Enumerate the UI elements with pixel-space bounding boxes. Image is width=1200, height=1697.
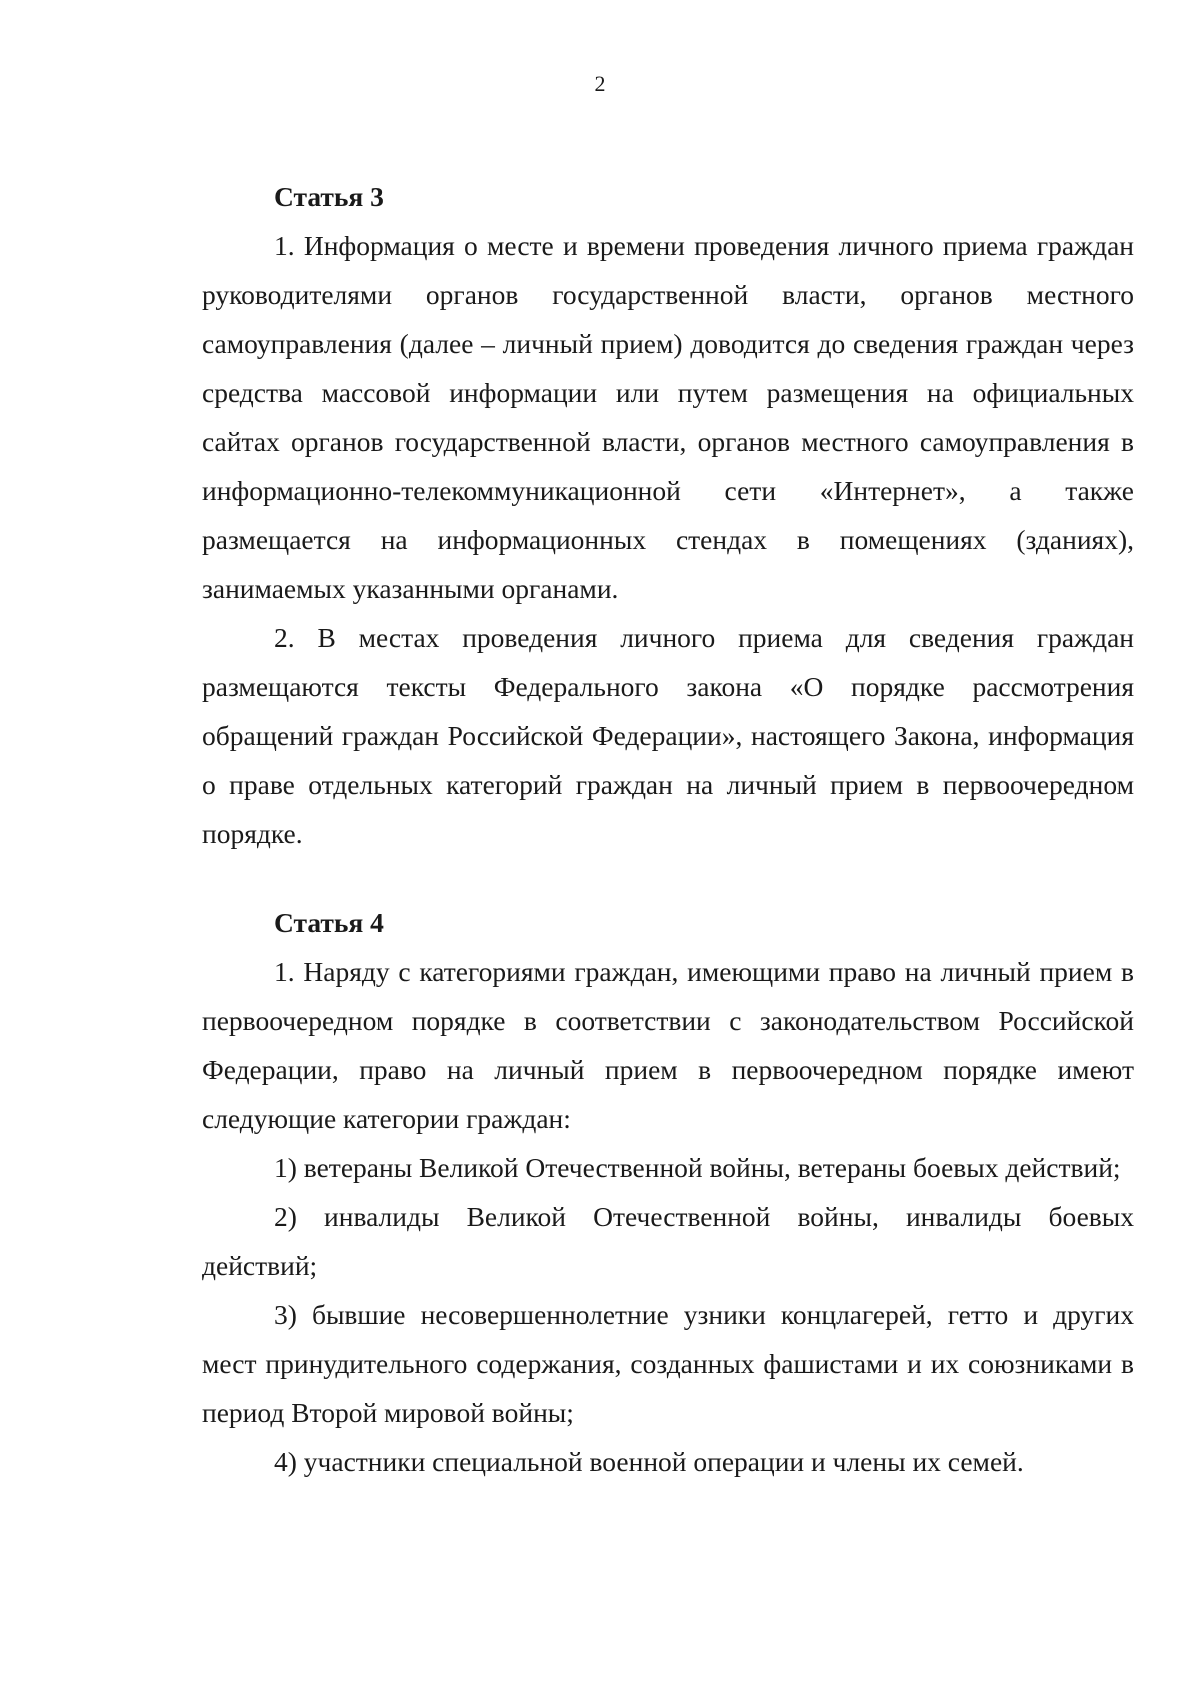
document-body (202, 172, 1134, 1486)
article-paragraph: 2. В местах проведения личного приема для сведения граждан размещаются тексты Федерального закона «О порядке рассмотрения обращений граждан Российской Федерации», настоящего Закона, информация о праве отдельных категорий граждан на личный прием в первоочередном порядке. (202, 622, 1134, 849)
article-heading: Статья 3 (274, 181, 384, 212)
article-separator (202, 858, 1134, 898)
article-4 (202, 898, 1134, 1486)
list-item: 1) ветераны Великой Отечественной войны, ветераны боевых действий; (274, 1152, 1121, 1183)
list-item: 4) участники специальной военной операции и члены их семей. (274, 1446, 1024, 1477)
list-item: 3) бывшие несовершеннолетние узники концлагерей, гетто и других мест принудительного содержания, созданных фашистами и их союзниками в период Второй мировой войны; (202, 1299, 1134, 1428)
article-paragraph: 1. Информация о месте и времени проведения личного приема граждан руководителями органов государственной власти, органов местного самоуправления (далее – личный прием) доводится до сведения граждан через средства массовой информации или путем размещения на официальных сайтах органов государственной власти, органов местного самоуправления в информационно-телекоммуникационной сети «Интернет», а также размещается на информационных стендах в помещениях (зданиях), занимаемых указанными органами. (202, 230, 1134, 604)
article-paragraph: 1. Наряду с категориями граждан, имеющими право на личный прием в первоочередном порядке в соответствии с законодательством Российской Федерации, право на личный прием в первоочередном порядке имеют следующие категории граждан: (202, 956, 1134, 1134)
list-item: 2) инвалиды Великой Отечественной войны, инвалиды боевых действий; (202, 1201, 1134, 1281)
page-number: 2 (594, 71, 606, 96)
article-3 (202, 172, 1134, 858)
article-heading: Статья 4 (274, 907, 384, 938)
